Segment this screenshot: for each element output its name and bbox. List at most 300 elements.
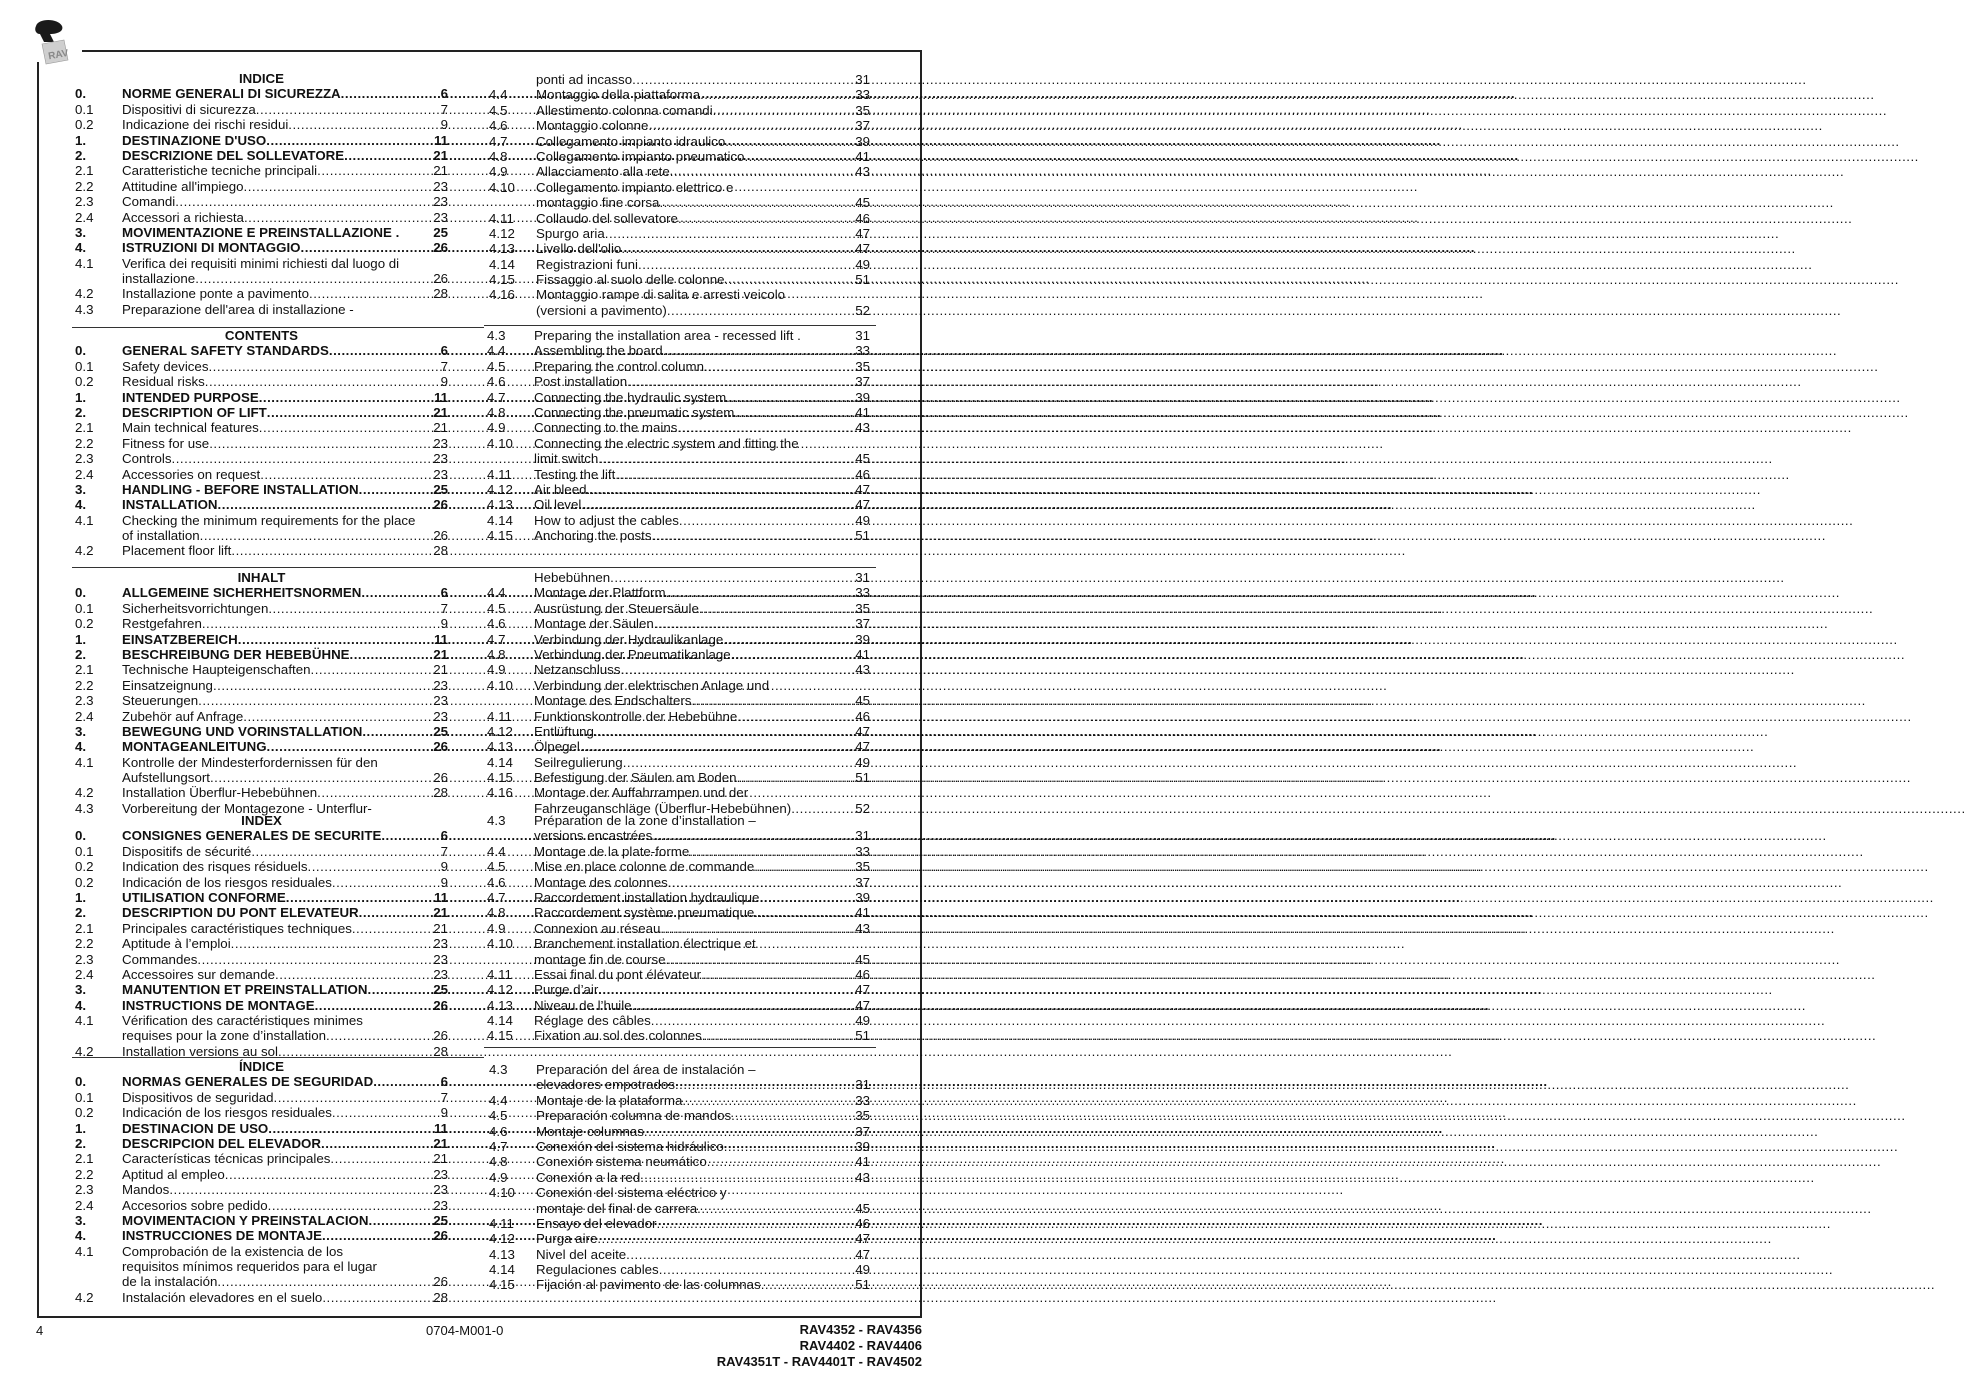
toc-entry-page: 28: [433, 286, 448, 302]
toc-entry[interactable]: [487, 967, 870, 982]
toc-dot-leader: [209, 436, 431, 451]
toc-entry[interactable]: [489, 1216, 870, 1231]
toc-entry-number: 4.3: [75, 301, 94, 317]
toc-entry[interactable]: [75, 998, 448, 1013]
toc-dot-leader: [321, 1136, 431, 1151]
toc-entry-page: 45: [855, 693, 870, 709]
toc-heading-text: INHALT: [237, 570, 286, 585]
toc-entry[interactable]: [75, 1259, 448, 1274]
toc-entry-page: 6: [440, 86, 448, 102]
toc-entry-page: 45: [855, 1200, 870, 1216]
toc-entry[interactable]: [75, 194, 448, 209]
toc-entry-page: 26: [433, 1274, 448, 1290]
toc-entry[interactable]: [75, 405, 448, 420]
toc-entry[interactable]: [75, 497, 448, 512]
section-separator: [72, 567, 876, 568]
toc-dot-leader: [381, 828, 438, 843]
toc-entry[interactable]: [75, 482, 448, 497]
toc-entry[interactable]: [75, 1013, 448, 1028]
toc-entry[interactable]: [75, 936, 448, 951]
toc-entry[interactable]: [75, 647, 448, 662]
toc-entry[interactable]: [75, 1121, 448, 1136]
toc-entry-page: 21: [433, 646, 448, 662]
toc-entry[interactable]: [75, 755, 448, 770]
toc-entry[interactable]: [75, 1028, 448, 1043]
toc-dot-leader: [332, 1105, 439, 1120]
toc-entry-number: 4.8: [487, 646, 506, 662]
toc-entry-number: 4.1: [75, 512, 94, 528]
toc-entry[interactable]: [489, 87, 870, 102]
toc-dot-leader: [598, 451, 853, 466]
toc-entry[interactable]: [75, 467, 448, 482]
toc-entry-number: 4.5: [489, 102, 508, 118]
toc-dot-leader: [197, 952, 431, 967]
toc-entry-title: Indication des risques résiduels: [122, 859, 308, 875]
toc-entry-title: MANUTENTION ET PREINSTALLATION: [122, 982, 368, 998]
toc-entry-title: Allacciamento alla rete: [536, 164, 670, 180]
toc-entry[interactable]: [75, 256, 448, 271]
toc-entry[interactable]: [75, 875, 448, 890]
toc-entry-title: Connecting the electric system and fitting the: [534, 435, 799, 451]
toc-entry[interactable]: [75, 1074, 448, 1089]
toc-entry-title: Commandes: [122, 951, 198, 967]
toc-entry[interactable]: [75, 1198, 448, 1213]
toc-entry-title: Zubehör auf Anfrage: [122, 708, 244, 724]
toc-entry[interactable]: [487, 513, 870, 528]
toc-entry[interactable]: [489, 303, 870, 318]
toc-entry-title: Ensayo del elevador: [536, 1215, 657, 1231]
toc-dot-leader: [682, 1093, 853, 1108]
toc-entry[interactable]: [487, 755, 870, 770]
toc-entry[interactable]: [75, 921, 448, 936]
toc-entry-number: 1.: [75, 1120, 87, 1136]
toc-entry-number: 4.12: [489, 225, 515, 241]
toc-entry[interactable]: [487, 374, 870, 389]
toc-entry[interactable]: [487, 678, 870, 693]
toc-entry[interactable]: [487, 875, 870, 890]
toc-entry-number: 4.11: [487, 708, 512, 724]
toc-entry-title: Aufstellungsort: [122, 770, 210, 786]
toc-entry-number: 1.: [75, 389, 87, 405]
toc-entry-number: 4.6: [487, 374, 506, 390]
toc-italian-right: [489, 72, 870, 318]
toc-dot-leader: [737, 709, 853, 724]
toc-entry-title: Aptitud al empleo: [122, 1166, 225, 1182]
toc-dot-leader: [350, 647, 432, 662]
toc-entry[interactable]: [75, 528, 448, 543]
toc-entry[interactable]: [487, 405, 870, 420]
toc-entry[interactable]: [75, 1044, 448, 1059]
toc-entry-number: 4.10: [489, 1185, 515, 1201]
toc-entry-title: Ölpegel: [534, 739, 580, 755]
toc-dot-leader: [620, 662, 853, 677]
toc-entry[interactable]: [75, 844, 448, 859]
toc-entry[interactable]: [487, 998, 870, 1013]
toc-entry[interactable]: [75, 785, 448, 800]
toc-entry-page: 21: [433, 1135, 448, 1151]
toc-entry[interactable]: [487, 709, 870, 724]
toc-entry-title: DESCRIPCION DEL ELEVADOR: [122, 1135, 321, 1151]
toc-entry[interactable]: [75, 102, 448, 117]
toc-entry[interactable]: [489, 272, 870, 287]
toc-entry[interactable]: [487, 739, 870, 754]
toc-entry[interactable]: [75, 952, 448, 967]
toc-entry-page: 25: [433, 723, 448, 739]
toc-entry-title: Dispositifs de sécurité: [122, 843, 252, 859]
toc-entry-number: 4.7: [487, 389, 506, 405]
toc-entry[interactable]: [75, 982, 448, 997]
toc-entry[interactable]: [489, 1201, 870, 1216]
toc-entry-number: 4.5: [489, 1108, 508, 1124]
toc-entry-title: MOVIMENTAZIONE E PREINSTALLAZIONE .: [122, 224, 400, 240]
toc-entry[interactable]: [487, 585, 870, 600]
toc-entry[interactable]: [489, 1170, 870, 1185]
toc-entry[interactable]: [487, 467, 870, 482]
toc-entry-title: de la instalación: [122, 1274, 218, 1290]
toc-entry-page: 33: [855, 87, 870, 103]
toc-dot-leader: [286, 890, 432, 905]
toc-entry[interactable]: [75, 286, 448, 301]
toc-entry[interactable]: [75, 1244, 448, 1259]
toc-entry[interactable]: [489, 1108, 870, 1123]
toc-entry[interactable]: [75, 859, 448, 874]
toc-entry[interactable]: [75, 1090, 448, 1105]
toc-entry[interactable]: [489, 72, 870, 87]
toc-dot-leader: [369, 1213, 432, 1228]
toc-entry[interactable]: [75, 724, 448, 739]
toc-entry-number: 4.6: [487, 616, 506, 632]
toc-entry[interactable]: [75, 451, 448, 466]
toc-entry-page: 43: [855, 420, 870, 436]
toc-entry-title: Befestigung der Säulen am Boden: [534, 770, 737, 786]
toc-dot-leader: [707, 1154, 853, 1169]
toc-entry-page: 43: [855, 920, 870, 936]
toc-entry-title: Conexión del sistema hidráulico: [536, 1138, 724, 1154]
toc-entry[interactable]: [487, 952, 870, 967]
toc-entry-number: 4.4: [487, 343, 506, 359]
toc-entry[interactable]: [489, 149, 870, 164]
toc-entry[interactable]: [487, 601, 870, 616]
toc-entry[interactable]: [487, 785, 870, 800]
toc-entry[interactable]: [489, 134, 870, 149]
toc-entry-page: 7: [440, 358, 448, 374]
toc-entry-page: 47: [855, 982, 870, 998]
toc-entry-number: 0.1: [75, 600, 94, 616]
toc-entry[interactable]: [487, 616, 870, 631]
toc-entry-title: Installation versions au sol: [122, 1043, 278, 1059]
toc-entry-title: (versioni a pavimento): [536, 302, 667, 318]
toc-entry-title: Controls: [122, 451, 172, 467]
toc-heading-text: ÍNDICE: [238, 1059, 285, 1074]
toc-entry[interactable]: [489, 1262, 870, 1277]
toc-entry[interactable]: [75, 770, 448, 785]
toc-entry[interactable]: [489, 1247, 870, 1262]
toc-entry[interactable]: [487, 828, 870, 843]
toc-entry-page: 11: [433, 889, 448, 905]
toc-entry[interactable]: [489, 1277, 870, 1292]
toc-entry-number: 4.2: [75, 286, 94, 302]
toc-entry-page: 33: [855, 585, 870, 601]
toc-entry[interactable]: [489, 1077, 870, 1092]
toc-entry-page: 43: [855, 164, 870, 180]
toc-dot-leader: [699, 601, 853, 616]
toc-entry[interactable]: [75, 601, 448, 616]
toc-entry[interactable]: [75, 117, 448, 132]
toc-heading: [75, 570, 448, 585]
toc-entry-page: 35: [855, 859, 870, 875]
toc-entry-number: 3.: [75, 1212, 87, 1228]
toc-dot-leader: [198, 693, 431, 708]
toc-entry-number: 4.8: [487, 905, 506, 921]
toc-entry-title: Dispositivos de seguridad: [122, 1089, 274, 1105]
toc-entry-number: 4.11: [487, 466, 512, 482]
toc-entry-number: 4.11: [489, 1215, 514, 1231]
toc-entry-number: 4.16: [489, 287, 515, 303]
toc-entry[interactable]: [487, 570, 870, 585]
toc-entry[interactable]: [487, 359, 870, 374]
model-line: RAV4352 - RAV4356: [799, 1322, 922, 1337]
toc-entry[interactable]: [75, 225, 448, 240]
toc-entry[interactable]: [489, 195, 870, 210]
toc-entry[interactable]: [75, 359, 448, 374]
toc-dot-leader: [341, 86, 439, 101]
toc-entry-number: 2.3: [75, 1182, 94, 1198]
toc-entry-number: 4.15: [487, 1028, 513, 1044]
toc-entry[interactable]: [487, 632, 870, 647]
toc-entry[interactable]: [487, 451, 870, 466]
toc-entry-title: Mise en place colonne de commande: [534, 859, 755, 875]
toc-entry[interactable]: [489, 180, 870, 195]
toc-entry[interactable]: [75, 163, 448, 178]
toc-dot-leader: [326, 1028, 431, 1043]
toc-entry-page: 6: [440, 585, 448, 601]
toc-entry[interactable]: [75, 436, 448, 451]
toc-entry-page: 31: [855, 828, 870, 844]
toc-entry-title: NORME GENERALI DI SICUREZZA: [122, 86, 341, 102]
toc-dot-leader: [761, 1277, 854, 1292]
toc-entry[interactable]: [487, 921, 870, 936]
toc-entry-page: 23: [433, 951, 448, 967]
toc-entry[interactable]: [75, 1182, 448, 1197]
toc-dot-leader: [205, 374, 439, 389]
toc-entry[interactable]: [75, 616, 448, 631]
toc-entry-title: Technische Haupteigenschaften: [122, 662, 311, 678]
toc-entry[interactable]: [487, 936, 870, 951]
toc-entry[interactable]: [75, 148, 448, 163]
toc-dot-leader: [311, 662, 432, 677]
toc-entry[interactable]: [487, 497, 870, 512]
toc-entry[interactable]: [75, 1228, 448, 1243]
toc-dot-leader: [702, 1028, 853, 1043]
toc-dot-leader: [308, 859, 439, 874]
toc-entry-page: 23: [433, 194, 448, 210]
toc-dot-leader: [217, 1274, 431, 1289]
toc-entry[interactable]: [75, 240, 448, 255]
toc-dot-leader: [632, 72, 853, 87]
toc-entry[interactable]: [75, 828, 448, 843]
toc-entry[interactable]: [487, 844, 870, 859]
toc-entry[interactable]: [489, 103, 870, 118]
toc-entry-page: 9: [440, 859, 448, 875]
toc-entry[interactable]: [75, 967, 448, 982]
toc-entry[interactable]: [487, 420, 870, 435]
toc-entry[interactable]: [487, 770, 870, 785]
toc-entry[interactable]: [75, 662, 448, 677]
toc-entry[interactable]: [489, 1185, 870, 1200]
toc-entry-number: 0.: [75, 585, 87, 601]
toc-dot-leader: [754, 859, 853, 874]
toc-entry-title: Post installation: [534, 374, 628, 390]
toc-entry[interactable]: [75, 585, 448, 600]
toc-dot-leader: [244, 179, 432, 194]
toc-entry-page: 9: [440, 874, 448, 890]
toc-entry-page: 46: [855, 708, 870, 724]
toc-entry[interactable]: [489, 241, 870, 256]
toc-entry-title: DESTINAZIONE D'USO: [122, 132, 267, 148]
toc-heading: [75, 328, 448, 343]
toc-entry[interactable]: [75, 513, 448, 528]
toc-entry[interactable]: [75, 133, 448, 148]
toc-entry[interactable]: [487, 859, 870, 874]
toc-entry-title: Preparing the installation area - recessed lift .: [534, 328, 801, 343]
toc-entry[interactable]: [75, 709, 448, 724]
toc-entry[interactable]: [75, 343, 448, 358]
toc-entry[interactable]: [75, 1136, 448, 1151]
toc-entry[interactable]: [75, 693, 448, 708]
toc-entry-title: Raccordement système pneumatique: [534, 905, 755, 921]
toc-dot-leader: [581, 497, 853, 512]
toc-entry[interactable]: [489, 1093, 870, 1108]
toc-entry-number: 4.1: [75, 1243, 94, 1259]
toc-entry-number: 0.: [75, 1074, 87, 1090]
toc-entry[interactable]: [487, 390, 870, 405]
toc-entry-title: Essai final du pont élévateur: [534, 966, 702, 982]
toc-dot-leader: [175, 194, 431, 209]
toc-entry[interactable]: [75, 739, 448, 754]
toc-entry[interactable]: [75, 86, 448, 101]
toc-entry[interactable]: [75, 678, 448, 693]
toc-entry[interactable]: [487, 482, 870, 497]
toc-entry[interactable]: [75, 1290, 448, 1305]
toc-entry-number: 0.2: [75, 859, 94, 875]
toc-entry[interactable]: [75, 179, 448, 194]
toc-entry[interactable]: [489, 1139, 870, 1154]
toc-entry-number: 4.1: [75, 754, 94, 770]
toc-entry[interactable]: [75, 905, 448, 920]
toc-entry[interactable]: [75, 543, 448, 558]
toc-entry[interactable]: [487, 328, 870, 343]
toc-entry[interactable]: [75, 390, 448, 405]
toc-dot-leader: [678, 211, 853, 226]
toc-entry[interactable]: [489, 118, 870, 133]
toc-entry-title: Verbindung der Pneumatikanlage: [534, 646, 731, 662]
toc-entry[interactable]: [489, 164, 870, 179]
toc-entry[interactable]: [487, 693, 870, 708]
toc-dot-leader: [274, 1090, 439, 1105]
toc-entry[interactable]: [75, 1274, 448, 1289]
toc-entry-title: Funktionskontrolle der Hebebühne: [534, 708, 738, 724]
toc-entry-page: 35: [855, 600, 870, 616]
toc-dot-leader: [598, 982, 853, 997]
toc-entry[interactable]: [487, 662, 870, 677]
toc-entry-title: ALLGEMEINE SICHERHEITSNORMEN: [122, 585, 362, 601]
toc-entry[interactable]: [489, 226, 870, 241]
toc-entry[interactable]: [489, 1154, 870, 1169]
toc-entry-number: 4.1: [75, 255, 94, 271]
toc-entry[interactable]: [487, 890, 870, 905]
toc-entry-page: 23: [433, 693, 448, 709]
toc-entry-number: 4.14: [489, 256, 515, 272]
toc-entry[interactable]: [487, 982, 870, 997]
toc-entry[interactable]: [489, 1062, 870, 1077]
toc-entry[interactable]: [489, 1124, 870, 1139]
toc-entry[interactable]: [75, 374, 448, 389]
toc-entry-number: 1.: [75, 631, 87, 647]
toc-entry[interactable]: [489, 287, 870, 302]
toc-dot-leader: [651, 1013, 853, 1028]
toc-entry-page: 49: [855, 1262, 870, 1278]
toc-entry[interactable]: [75, 1167, 448, 1182]
toc-entry[interactable]: [487, 436, 870, 451]
toc-entry-number: 0.1: [75, 101, 94, 117]
toc-entry-title: Réglage des câbles: [534, 1013, 651, 1029]
toc-entry[interactable]: [487, 528, 870, 543]
toc-entry[interactable]: [75, 210, 448, 225]
toc-entry-title: Collegamento impianto elettrico e: [536, 179, 734, 195]
toc-entry-title: Entlüftung: [534, 723, 594, 739]
toc-dot-leader: [256, 102, 439, 117]
toc-dot-leader: [344, 148, 431, 163]
toc-dot-leader: [675, 1077, 853, 1092]
toc-entry[interactable]: [489, 211, 870, 226]
toc-entry-title: Aptitude à l’emploi: [122, 936, 231, 952]
toc-entry[interactable]: [489, 257, 870, 272]
toc-entry-title: Comprobación de la existencia de los: [122, 1243, 344, 1259]
toc-heading-text: CONTENTS: [224, 328, 299, 343]
toc-entry-page: 51: [855, 528, 870, 544]
toc-entry[interactable]: [75, 420, 448, 435]
toc-entry-title: Hebebühnen: [534, 570, 611, 585]
toc-dot-leader: [359, 905, 432, 920]
toc-entry[interactable]: [487, 343, 870, 358]
toc-entry-page: 26: [433, 528, 448, 544]
toc-entry[interactable]: [75, 302, 448, 317]
toc-entry[interactable]: [75, 632, 448, 647]
toc-entry[interactable]: [489, 1231, 870, 1246]
toc-dot-leader: [704, 359, 853, 374]
toc-dot-leader: [317, 163, 431, 178]
toc-entry[interactable]: [487, 724, 870, 739]
toc-entry[interactable]: [487, 1013, 870, 1028]
toc-entry-number: 1.: [75, 132, 87, 148]
document-code: 0704-M001-0: [426, 1323, 504, 1338]
toc-entry[interactable]: [75, 1213, 448, 1228]
toc-entry[interactable]: [487, 1028, 870, 1043]
toc-entry[interactable]: [75, 1151, 448, 1166]
toc-entry[interactable]: [487, 647, 870, 662]
toc-entry-title: Branchement installation électrique et: [534, 936, 756, 952]
toc-entry[interactable]: [75, 271, 448, 286]
toc-entry-number: 4.4: [489, 1092, 508, 1108]
toc-entry[interactable]: [487, 813, 870, 828]
toc-dot-leader: [666, 952, 854, 967]
toc-heading: [75, 813, 448, 828]
toc-entry[interactable]: [75, 1105, 448, 1120]
toc-entry[interactable]: [75, 890, 448, 905]
toc-entry[interactable]: [487, 905, 870, 920]
toc-entry-page: 31: [855, 72, 870, 87]
toc-spanish-right: [489, 1062, 870, 1293]
